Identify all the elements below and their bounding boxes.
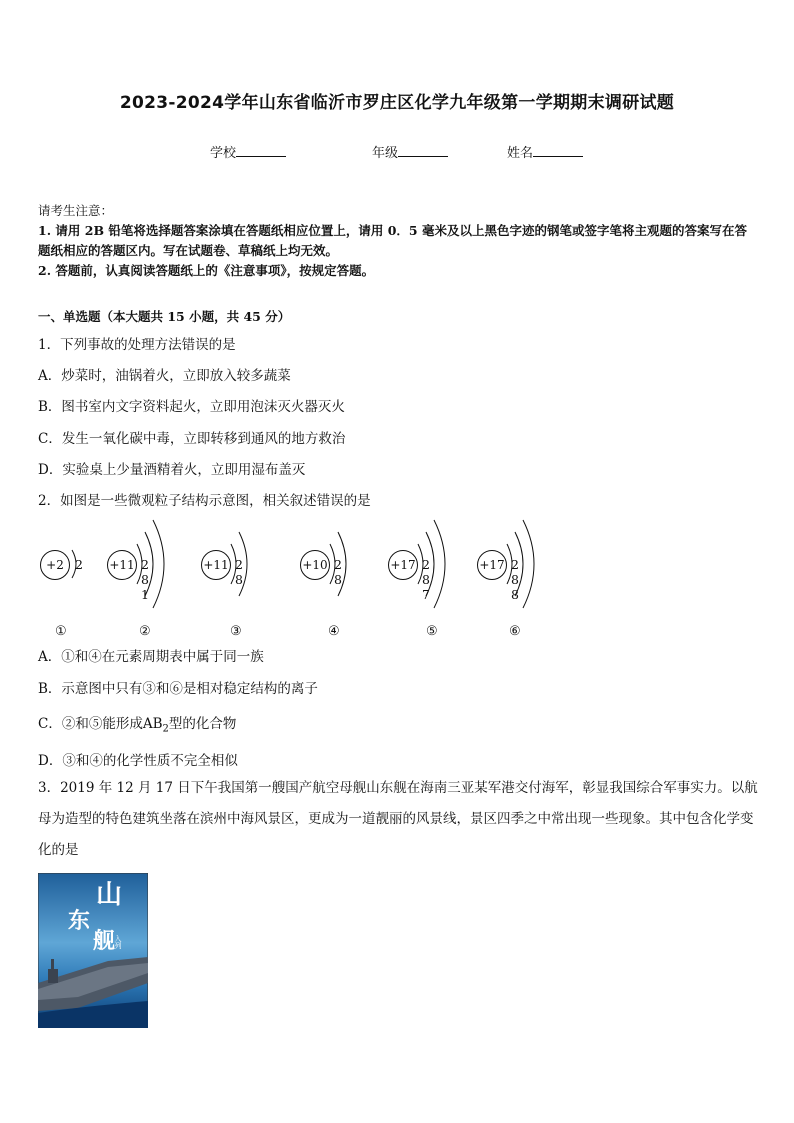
- exam-title: 2023-2024学年山东省临沂市罗庄区化学九年级第一学期期末调研试题: [119, 93, 675, 113]
- school-field: [210, 142, 286, 161]
- q2-option-c: [38, 712, 758, 735]
- q2-option-d: D．③和④的化学性质不完全相似: [38, 753, 238, 769]
- q3-stem: 3．2019 年 12 月 17 日下午我国第一艘国产航空母舰山东舰在海南三亚某军港交付海军，彰显我国综合军事实力。以航母为造型的特色建筑坐落在滨州中海风景区，更成为一道靓丽的风景线，景区四季之中常出现一些现象。其中包含化学变化的是: [38, 780, 758, 858]
- nucleus: +17: [477, 550, 507, 580]
- grade-field: [372, 142, 448, 161]
- diagram-label-5: ⑤: [426, 624, 438, 639]
- electron-shell-arcs: [477, 518, 567, 618]
- diagram-label-2: ②: [139, 624, 151, 639]
- notice-item-1: 1. 请用 2B 铅笔将选择题答案涂填在答题纸相应位置上，请用 0．5 毫米及以上黑色字迹的钢笔或签字笔将主观题的答案写在答题纸相应的答题区内。写在试题卷、草稿纸上均无效。: [38, 223, 747, 258]
- q1-option-a: A．炒菜时，油锅着火，立即放入较多蔬菜: [38, 368, 291, 384]
- notice-heading: 请考生注意：: [38, 203, 114, 218]
- aircraft-carrier-poster-image: [38, 873, 148, 1028]
- name-label: 姓名: [507, 146, 534, 161]
- q1-option-d: D．实验桌上少量酒精着火，立即用湿布盖灭: [38, 462, 306, 478]
- notice-item-2: 2. 答题前，认真阅读答题纸上的《注意事项》，按规定答题。: [38, 263, 375, 278]
- q2-option-c-prefix: C．②和⑤能形成: [38, 716, 143, 732]
- electron-shells: 2 8 7: [422, 557, 433, 602]
- diagram-label-6: ⑥: [509, 624, 521, 639]
- formula-subscript: 2: [162, 723, 169, 735]
- nucleus: +10: [300, 550, 330, 580]
- q1-option-c: C．发生一氧化碳中毒，立即转移到通风的地方救治: [38, 431, 346, 447]
- q2-option-b: B．示意图中只有③和⑥是相对稳定结构的离子: [38, 681, 318, 697]
- q2-option-c-suffix: 型的化合物: [168, 716, 237, 732]
- diagram-label-1: ①: [55, 624, 67, 639]
- poster-char-1: 山: [96, 880, 123, 910]
- q1-option-b: B．图书室内文字资料起火，立即用泡沫灭火器灭火: [38, 399, 345, 415]
- nucleus: +11: [107, 550, 137, 580]
- nucleus: +11: [201, 550, 231, 580]
- diagram-label-3: ③: [230, 624, 242, 639]
- poster-char-3: 舰: [93, 928, 116, 954]
- diagram-label-4: ④: [328, 624, 340, 639]
- electron-shells: 2: [75, 557, 86, 572]
- poster-subtitle: 入列: [114, 935, 122, 949]
- grade-label: 年级: [372, 146, 399, 161]
- name-field: [507, 142, 583, 161]
- q2-stem: 2．如图是一些微观粒子结构示意图，相关叙述错误的是: [38, 493, 371, 509]
- q1-stem: 1．下列事故的处理方法错误的是: [38, 337, 236, 353]
- q2-option-a: A．①和④在元素周期表中属于同一族: [38, 649, 264, 665]
- electron-shells: 2 8 8: [511, 557, 522, 602]
- notice-block: [38, 201, 758, 281]
- electron-shells: 2 8: [334, 557, 345, 587]
- name-blank: [533, 144, 583, 157]
- poster-char-2: 东: [68, 908, 91, 934]
- nucleus: +17: [388, 550, 418, 580]
- electron-shells: 2 8 1: [141, 557, 152, 602]
- electron-shell-arcs: [388, 518, 478, 618]
- grade-blank: [398, 144, 448, 157]
- chemical-formula: AB: [142, 716, 163, 732]
- section-heading: 一、单选题（本大题共 15 小题，共 45 分）: [38, 309, 291, 324]
- school-label: 学校: [210, 146, 237, 161]
- school-blank: [236, 144, 286, 157]
- nucleus: +2: [40, 550, 70, 580]
- electron-shell-arcs: [107, 518, 197, 618]
- electron-shells: 2 8: [235, 557, 246, 587]
